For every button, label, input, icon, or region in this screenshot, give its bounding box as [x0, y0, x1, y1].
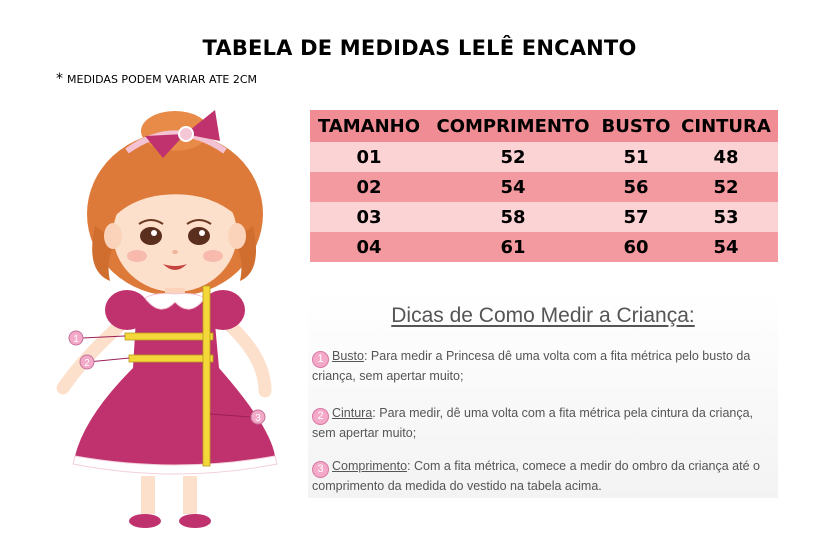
- cell-size: 02: [310, 172, 428, 202]
- tip-number-badge: 1: [312, 351, 329, 368]
- table-row: [310, 202, 778, 232]
- cell-size: 03: [310, 202, 428, 232]
- tips-title: Dicas de Como Medir a Criança:: [391, 304, 695, 327]
- cell-size: 01: [310, 142, 428, 172]
- tip-waist: [312, 405, 772, 441]
- tip-term: Comprimento: [332, 459, 408, 473]
- tip-length: [312, 458, 772, 494]
- size-table: [310, 110, 778, 262]
- cell-bust: 56: [598, 172, 674, 202]
- marker-3: [251, 410, 265, 424]
- cell-length: 61: [428, 232, 598, 262]
- page-title: TABELA DE MEDIDAS LELÊ ENCANTO: [202, 36, 637, 60]
- size-variation-note: [56, 71, 257, 87]
- tip-number-badge: 3: [312, 461, 329, 478]
- table-header-row: [310, 110, 778, 142]
- note-text: MEDIDAS PODEM VARIAR ATE 2CM: [67, 73, 258, 86]
- tip-number-badge: 2: [312, 408, 329, 425]
- marker-2: [80, 355, 94, 369]
- tip-text: : Para medir, dê uma volta com a fita métrica pela cintura da criança, sem apertar muito;: [312, 406, 754, 440]
- cell-bust: 51: [598, 142, 674, 172]
- header-cintura: CINTURA: [674, 110, 778, 142]
- svg-text:1: 1: [73, 334, 79, 345]
- table-row: [310, 172, 778, 202]
- svg-text:2: 2: [84, 358, 90, 369]
- cell-length: 52: [428, 142, 598, 172]
- cell-bust: 60: [598, 232, 674, 262]
- header-busto: BUSTO: [598, 110, 674, 142]
- header-comprimento: COMPRIMENTO: [428, 110, 598, 142]
- cell-waist: 54: [674, 232, 778, 262]
- measuring-tips-card: [308, 290, 778, 498]
- table-row: [310, 232, 778, 262]
- cell-waist: 52: [674, 172, 778, 202]
- cell-waist: 48: [674, 142, 778, 172]
- girl-measurement-illustration: [55, 96, 280, 536]
- header-tamanho: TAMANHO: [310, 110, 428, 142]
- cell-length: 54: [428, 172, 598, 202]
- cell-bust: 57: [598, 202, 674, 232]
- tip-bust: [312, 348, 772, 384]
- tip-term: Busto: [332, 349, 364, 363]
- tip-text: : Com a fita métrica, comece a medir do ombro da criança até o comprimento da medida do vestido na tabela acima.: [312, 459, 760, 493]
- cell-size: 04: [310, 232, 428, 262]
- cell-length: 58: [428, 202, 598, 232]
- marker-1: [69, 331, 83, 345]
- note-asterisk: *: [56, 71, 63, 87]
- table-row: [310, 142, 778, 172]
- tip-term: Cintura: [332, 406, 373, 420]
- cell-waist: 53: [674, 202, 778, 232]
- tip-text: : Para medir a Princesa dê uma volta com a fita métrica pelo busto da criança, sem apertar muito;: [312, 349, 751, 383]
- svg-text:3: 3: [255, 413, 261, 424]
